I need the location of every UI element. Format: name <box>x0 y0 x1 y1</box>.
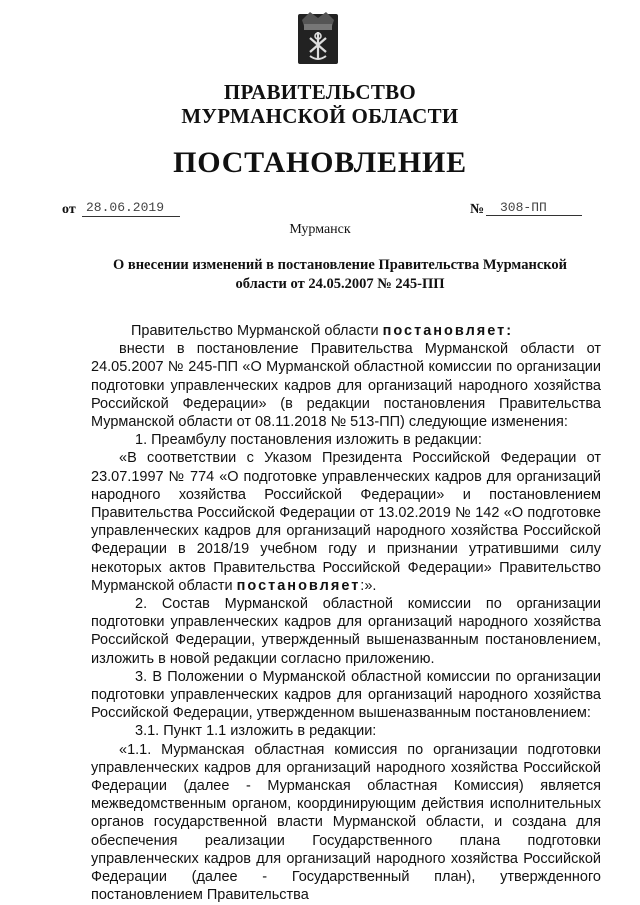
paragraph-item-3: 3. В Положении о Мурманской областной комиссии по организации подготовки управленческих кадров для организаций народного хозяйства Российской Федерации, утвержденном вышеназванным постановлением: <box>91 668 601 722</box>
document-date: 28.06.2019 <box>82 200 180 217</box>
document-number: 308-ПП <box>486 200 582 216</box>
decree-keyword-quoted: постановляет <box>236 577 361 594</box>
paragraph-item-3-1: 3.1. Пункт 1.1 изложить в редакции: <box>135 723 377 740</box>
organization-name-line-1: ПРАВИТЕЛЬСТВО <box>223 80 417 104</box>
paragraph-preamble <box>91 322 601 340</box>
decree-keyword: постановляет: <box>382 323 514 339</box>
city: Мурманск <box>289 222 351 237</box>
quote-text: «В соответствии с Указом Президента Российской Федерации от 23.07.1997 № 774 «О подготовке управленческих кадров для организаций народного хозяйства Российской Федерации» и постановлением Правительства Российской Федерации от 13.02.2019 № 142 «О подготовке управленческих кадров для организаций народного хозяйства Российской Федерации в 2018/19 учебном году и признании утратившими силу некоторых актов Правительства Российской Федерации» Правительство Мурманской области <box>91 450 601 594</box>
document-type: ПОСТАНОВЛЕНИЕ <box>173 146 467 179</box>
paragraph-item-2: 2. Состав Мурманской областной комиссии по организации подготовки управленческих кадров для организаций народного хозяйства Российской Федерации, утвержденный вышеназванным постановлением, изложить в новой редакции согласно приложению. <box>91 596 601 667</box>
document-body <box>91 322 601 905</box>
quote-end: :». <box>360 577 377 594</box>
paragraph-quote-preamble <box>91 449 601 595</box>
paragraph-item-1: 1. Преамбулу постановления изложить в редакции: <box>135 432 482 449</box>
organization-name-line-2: МУРМАНСКОЙ ОБЛАСТИ <box>181 104 459 128</box>
coat-of-arms-icon <box>296 8 340 68</box>
date-prefix: от <box>62 202 76 217</box>
coat-of-arms-emblem <box>296 8 340 68</box>
document-title: О внесении изменений в постановление Правительства Мурманской области от 24.05.2007 № 245-ПП <box>112 257 568 292</box>
number-prefix: № <box>470 202 485 217</box>
paragraph-amend: внести в постановление Правительства Мурманской области от 24.05.2007 № 245-ПП «О Мурманской областной комиссии по организации подготовки управленческих кадров для организаций народного хозяйства Российской Федерации» (в редакции постановления Правительства Мурманской области от 08.11.2018 № 513-ПП) следующие изменения: <box>91 341 601 431</box>
preamble-text: Правительство Мурманской области <box>131 323 383 339</box>
paragraph-item-1-1-text: «1.1. Мурманская областная комиссия по организации подготовки управленческих кадров для организаций народного хозяйства Российской Федерации (далее - Мурманская областная Комиссия) является межведомственным органом, координирующим действия исполнительных органов государственной власти Мурманской области, и создана для обеспечения реализации Государственного плана подготовки управленческих кадров для организаций народного хозяйства Российской Федерации (далее - Государственный план), утвержденного постановлением Правительства <box>91 741 601 904</box>
